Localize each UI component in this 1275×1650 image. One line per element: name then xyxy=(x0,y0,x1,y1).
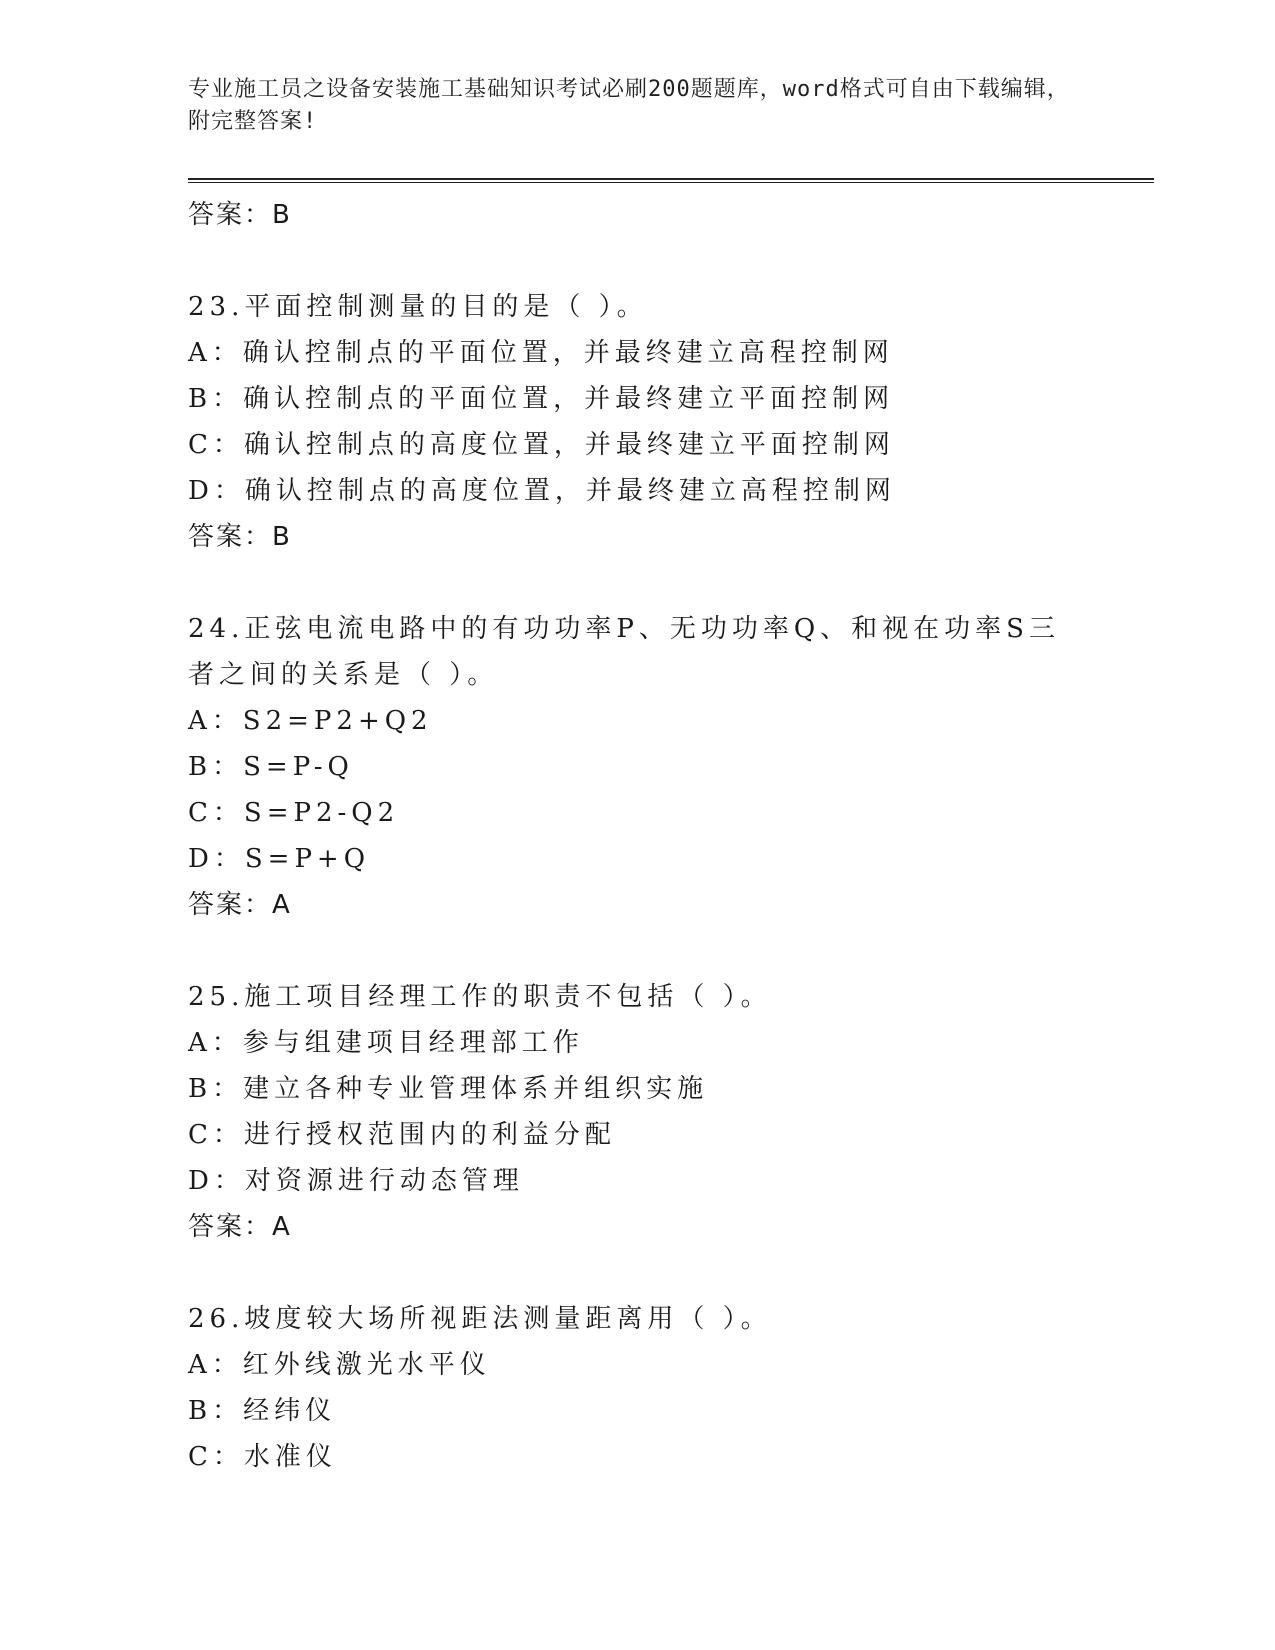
question-26 xyxy=(188,1296,1108,1480)
option-c: C：水准仪 xyxy=(188,1442,337,1472)
option-d: D：确认控制点的高度位置，并最终建立高程控制网 xyxy=(188,476,896,506)
answer-line: 答案：A xyxy=(188,890,292,920)
option-d: D：对资源进行动态管理 xyxy=(188,1166,524,1196)
spacer xyxy=(188,238,1108,284)
option-a: A：参与组建项目经理部工作 xyxy=(188,1028,584,1058)
option-b: B：确认控制点的平面位置，并最终建立平面控制网 xyxy=(188,384,895,414)
header-divider xyxy=(188,178,1154,183)
question-list xyxy=(188,192,1108,1480)
option-a: A：S2=P2+Q2 xyxy=(188,706,433,736)
question-text: 25.施工项目经理工作的职责不包括（ ）。 xyxy=(188,982,772,1012)
answer-line: 答案：B xyxy=(188,522,292,552)
question-text: 23.平面控制测量的目的是（ ）。 xyxy=(188,292,648,322)
spacer xyxy=(188,560,1108,606)
option-b: B：S=P-Q xyxy=(188,752,354,782)
question-24 xyxy=(188,606,1108,928)
option-a: A：确认控制点的平面位置，并最终建立高程控制网 xyxy=(188,338,894,368)
option-d: D：S=P+Q xyxy=(188,844,371,874)
spacer xyxy=(188,1250,1108,1296)
spacer xyxy=(188,928,1108,974)
question-text: 26.坡度较大场所视距法测量距离用（ ）。 xyxy=(188,1304,772,1334)
option-a: A：红外线激光水平仪 xyxy=(188,1350,491,1380)
question-text: 24.正弦电流电路中的有功功率P、无功功率Q、和视在功率S三者之间的关系是（ ）。 xyxy=(188,614,1060,690)
option-c: C：S=P2-Q2 xyxy=(188,798,400,828)
option-c: C：进行授权范围内的利益分配 xyxy=(188,1120,616,1150)
document-header: 专业施工员之设备安装施工基础知识考试必刷200题题库，word格式可自由下载编辑，附完整答案! xyxy=(188,77,1070,134)
answer-line: 答案：A xyxy=(188,1212,292,1242)
question-23 xyxy=(188,284,1108,560)
answer-line: 答案：B xyxy=(188,200,292,230)
option-b: B：建立各种专业管理体系并组织实施 xyxy=(188,1074,709,1104)
question-25 xyxy=(188,974,1108,1250)
option-c: C：确认控制点的高度位置，并最终建立平面控制网 xyxy=(188,430,895,460)
option-b: B：经纬仪 xyxy=(188,1396,337,1426)
